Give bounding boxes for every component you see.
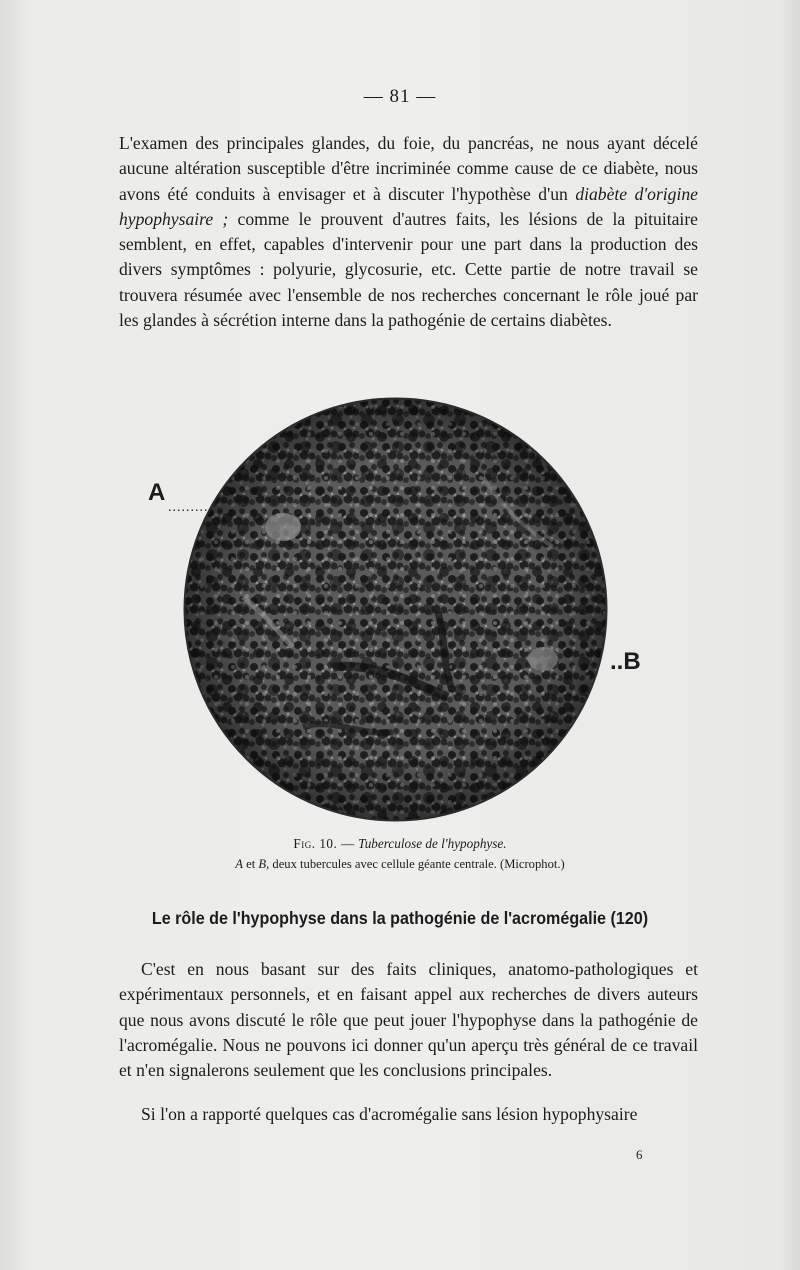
paragraph-intro-text-after: comme le prouvent d'autres faits, les lésions de la pituitaire semblent, en effet, capables d'intervenir pour une part dans la production des divers symptômes : polyurie, glycosurie, etc. Cette partie de notre travail se trouvera résumée avec l'ensemble de nos recherches concernant le rôle joué par les glandes à sécrétion interne dans la pathogénie de certains diabètes. xyxy=(119,208,698,331)
paragraph-acromegaly: C'est en nous basant sur des faits cliniques, anatomo-pathologiques et expérimentaux personnels, et en faisant appel aux recherches de divers auteurs que nous avons discuté le rôle que peut jouer l'hypophyse dans la pathogénie de l'acromégalie. Nous ne pouvons ici donner qu'un aperçu très général de ce travail et n'en signalerons seulement que les conclusions principales. xyxy=(119,959,698,1081)
micrograph-figure xyxy=(183,397,608,822)
paragraph-intro xyxy=(119,131,698,333)
caption-detail-b: B, xyxy=(258,857,270,871)
figure-caption-title-text: Tuberculose de l'hypophyse. xyxy=(358,836,507,851)
figure-label-a: A xyxy=(148,479,166,506)
paragraph-intro-text-before: L'examen des principales glandes, du foie, du pancréas, ne nous ayant décelé aucune altération susceptible d'être incriminée comme cause de ce diabète, nous avons été conduits à envisager et à discuter l'hypothèse d'un xyxy=(119,133,698,204)
signature-mark: 6 xyxy=(636,1147,643,1162)
figure-label-b-text: B xyxy=(623,648,641,675)
figure-caption-detail xyxy=(0,857,800,872)
figure-caption-title xyxy=(0,836,800,852)
figure-caption-number: Fig. 10. — xyxy=(293,836,355,851)
section-heading: Le rôle de l'hypophyse dans la pathogénie de l'acromégalie (120) xyxy=(151,908,649,928)
micrograph-image xyxy=(183,397,608,822)
paragraph-intro-emphasis: diabète d'origine hypophysaire ; xyxy=(119,183,698,229)
paragraph-continuation: Si l'on a rapporté quelques cas d'acromégalie sans lésion hypophysaire xyxy=(141,1104,638,1124)
caption-detail-rest: deux tubercules avec cellule géante centrale. (Microphot.) xyxy=(272,857,565,871)
page-number: — 81 — xyxy=(363,86,437,107)
figure-label-a-leader: ......... xyxy=(168,500,209,515)
caption-detail-and: et xyxy=(246,857,256,871)
figure-label-b: ..B xyxy=(610,648,641,675)
caption-detail-a: A xyxy=(235,857,243,871)
